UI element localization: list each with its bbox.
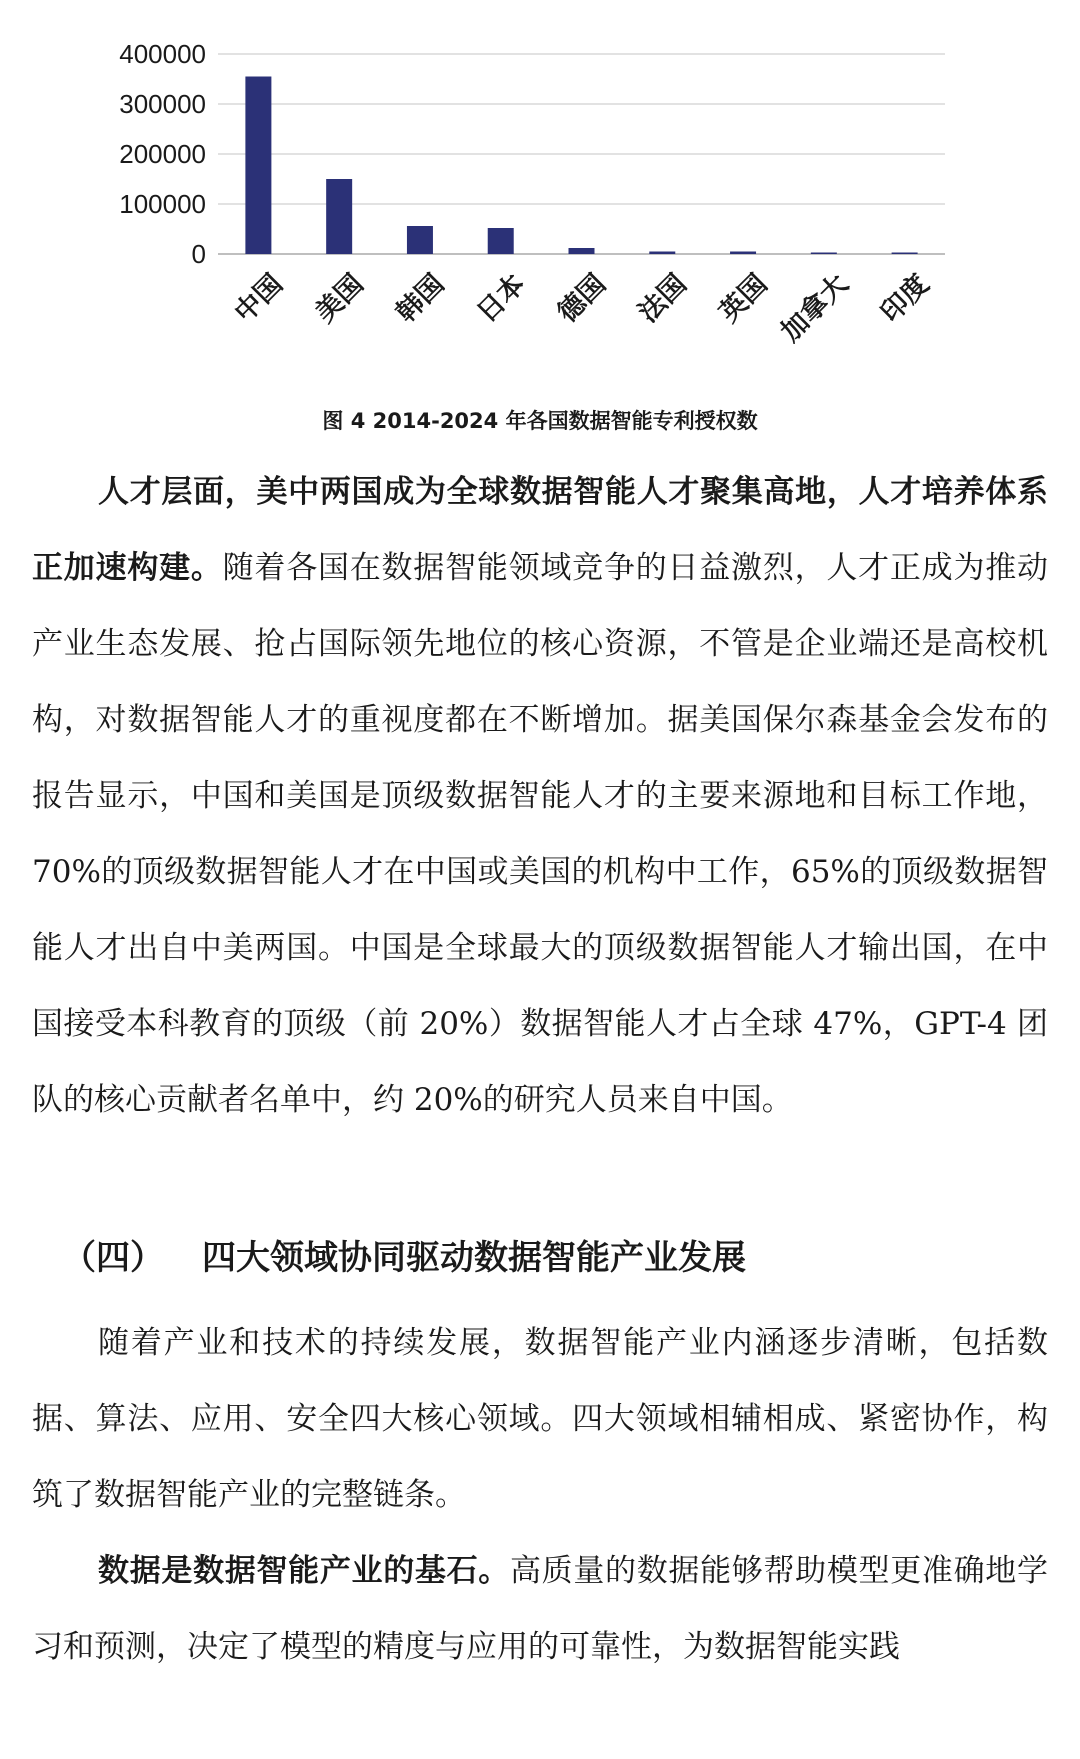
paragraph-talent-body: 随着各国在数据智能领域竞争的日益激烈，人才正成为推动产业生态发展、抢占国际领先地位的核心资源，不管是企业端还是高校机构，对数据智能人才的重视度都在不断增加。据美国保尔森基金会发布的报告显示，中国和美国是顶级数据智能人才的主要来源地和目标工作地，70%的顶级数据智能人才在中国或美国的机构中工作，65%的顶级数据智能人才出自中美两国。中国是全球最大的顶级数据智能人才输出国，在中国接受本科教育的顶级（前 20%）数据智能人才占全球 47%，GPT-4 团队的核心贡献者名单中，约 20%的研究人员来自中国。 xyxy=(32,550,1049,1118)
x-category-label: 加拿大 xyxy=(775,268,855,348)
chart-bars xyxy=(245,77,917,255)
paragraph-data-body: 高质量的数据能够帮助模型更准确地学习和预测，决定了模型的精度与应用的可靠性，为数据智能实践 xyxy=(32,1553,1049,1665)
paragraph-industry-body: 随着产业和技术的持续发展，数据智能产业内涵逐步清晰，包括数据、算法、应用、安全四大核心领域。四大领域相辅相成、紧密协作，构筑了数据智能产业的完整链条。 xyxy=(32,1325,1048,1513)
figure-caption: 图 4 2014-2024 年各国数据智能专利授权数 xyxy=(322,409,758,433)
bar-3 xyxy=(407,226,433,254)
x-category-label: 英国 xyxy=(713,268,774,329)
paragraph-data-lead: 数据是数据智能产业的基石。 xyxy=(98,1553,510,1589)
x-category-label: 德国 xyxy=(551,268,613,329)
x-category-label: 韩国 xyxy=(390,268,451,329)
y-axis-tick-labels xyxy=(119,39,206,269)
y-tick-label: 200000 xyxy=(119,139,206,169)
paragraph-talent xyxy=(32,454,1048,1138)
y-tick-label: 300000 xyxy=(119,89,206,119)
bar-8 xyxy=(811,253,837,255)
paragraph-data xyxy=(32,1533,1048,1685)
section-heading xyxy=(62,1228,746,1288)
y-tick-label: 400000 xyxy=(119,39,206,69)
x-category-label: 印度 xyxy=(875,268,936,329)
section-number: （四） xyxy=(62,1238,164,1278)
x-category-label: 日本 xyxy=(471,268,532,329)
bar-5 xyxy=(569,248,595,254)
section-title: 四大领域协同驱动数据智能产业发展 xyxy=(202,1238,746,1278)
bar-4 xyxy=(488,228,514,254)
x-axis-category-labels xyxy=(229,268,935,348)
patent-bar-chart xyxy=(0,0,1080,360)
x-category-label: 中国 xyxy=(228,268,289,329)
bar-1 xyxy=(245,77,271,255)
paragraph-industry xyxy=(32,1305,1048,1533)
bar-6 xyxy=(649,252,675,255)
bar-9 xyxy=(892,253,918,255)
x-category-label: 美国 xyxy=(309,268,370,329)
y-tick-label: 100000 xyxy=(119,189,206,219)
bar-7 xyxy=(730,252,756,255)
bar-2 xyxy=(326,179,352,254)
x-category-label: 法国 xyxy=(632,268,693,329)
y-tick-label: 0 xyxy=(191,239,206,269)
paragraph-talent-lead: 人才层面，美中两国成为全球数据智能人才聚集高地，人才培养体系正加速构建。 xyxy=(32,474,1048,586)
